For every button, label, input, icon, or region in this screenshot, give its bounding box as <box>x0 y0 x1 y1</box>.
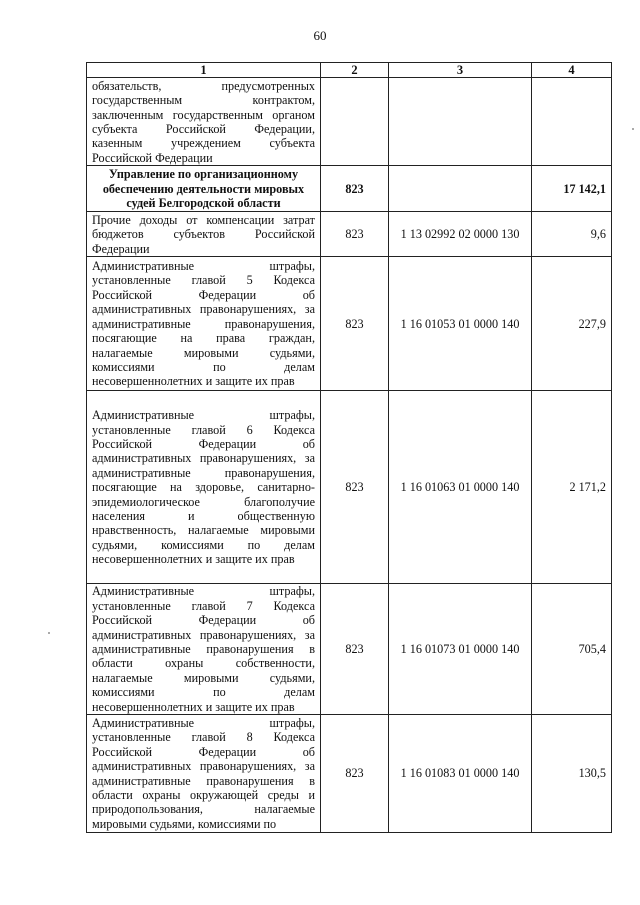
amount-cell: 17 142,1 <box>532 166 612 212</box>
admin-code-cell: 823 <box>321 715 389 833</box>
classification-code-cell: 1 16 01083 01 0000 140 <box>389 715 532 833</box>
column-header: 3 <box>389 63 532 78</box>
classification-code-cell <box>389 166 532 212</box>
page-number: 60 <box>313 28 327 43</box>
revenue-name-cell: Административные штрафы, установленные главой 8 Кодекса Российской Федерации об административных правонарушениях, за административные правонарушения в области охраны окружающей среды и природопользования, налагаемые мировыми судьями, комиссиями по <box>87 715 321 833</box>
scan-speck <box>48 632 50 634</box>
admin-code-cell <box>321 78 389 166</box>
amount-cell <box>532 78 612 166</box>
amount-cell: 2 171,2 <box>532 391 612 584</box>
classification-code-cell: 1 13 02992 02 0000 130 <box>389 212 532 257</box>
revenue-name-cell: Административные штрафы, установленные главой 5 Кодекса Российской Федерации об административных правонарушениях, за административные правонарушения, посягающие на права граждан, налагаемые мировыми судьями, комиссиями по делам несовершеннолетних и защите их прав <box>87 257 321 391</box>
column-header: 1 <box>87 63 321 78</box>
table-row <box>87 584 612 715</box>
revenue-table <box>86 62 612 833</box>
amount-cell: 9,6 <box>532 212 612 257</box>
admin-code-cell: 823 <box>321 584 389 715</box>
amount-cell: 130,5 <box>532 715 612 833</box>
amount-cell: 227,9 <box>532 257 612 391</box>
scan-speck <box>632 128 634 130</box>
admin-code-cell: 823 <box>321 212 389 257</box>
table-row <box>87 391 612 584</box>
revenue-name-cell: Административные штрафы, установленные главой 7 Кодекса Российской Федерации об административных правонарушениях, за административные правонарушения в области охраны собственности, налагаемые мировыми судьями, комиссиями по делам несовершеннолетних и защите их прав <box>87 584 321 715</box>
table-row-department <box>87 166 612 212</box>
classification-code-cell: 1 16 01063 01 0000 140 <box>389 391 532 584</box>
classification-code-cell: 1 16 01053 01 0000 140 <box>389 257 532 391</box>
table-row <box>87 257 612 391</box>
revenue-name-cell: обязательств, предусмотренных государственным контрактом, заключенным государственным органом субъекта Российской Федерации, казенным учреждением субъекта Российской Федерации <box>87 78 321 166</box>
table-row <box>87 78 612 166</box>
column-number-row <box>87 63 612 78</box>
column-header: 4 <box>532 63 612 78</box>
column-header: 2 <box>321 63 389 78</box>
department-name-cell: Управление по организационному обеспечению деятельности мировых судей Белгородской области <box>87 166 321 212</box>
amount-cell: 705,4 <box>532 584 612 715</box>
admin-code-cell: 823 <box>321 166 389 212</box>
classification-code-cell <box>389 78 532 166</box>
revenue-name-cell: Прочие доходы от компенсации затрат бюджетов субъектов Российской Федерации <box>87 212 321 257</box>
table-row <box>87 212 612 257</box>
table-row <box>87 715 612 833</box>
admin-code-cell: 823 <box>321 391 389 584</box>
admin-code-cell: 823 <box>321 257 389 391</box>
classification-code-cell: 1 16 01073 01 0000 140 <box>389 584 532 715</box>
revenue-name-cell: Административные штрафы, установленные главой 6 Кодекса Российской Федерации об административных правонарушениях, за административные правонарушения, посягающие на здоровье, санитарно-эпидемиологическое благополучие населения и общественную нравственность, налагаемые мировыми судьями, комиссиями по делам несовершеннолетних и защите их прав <box>87 391 321 584</box>
